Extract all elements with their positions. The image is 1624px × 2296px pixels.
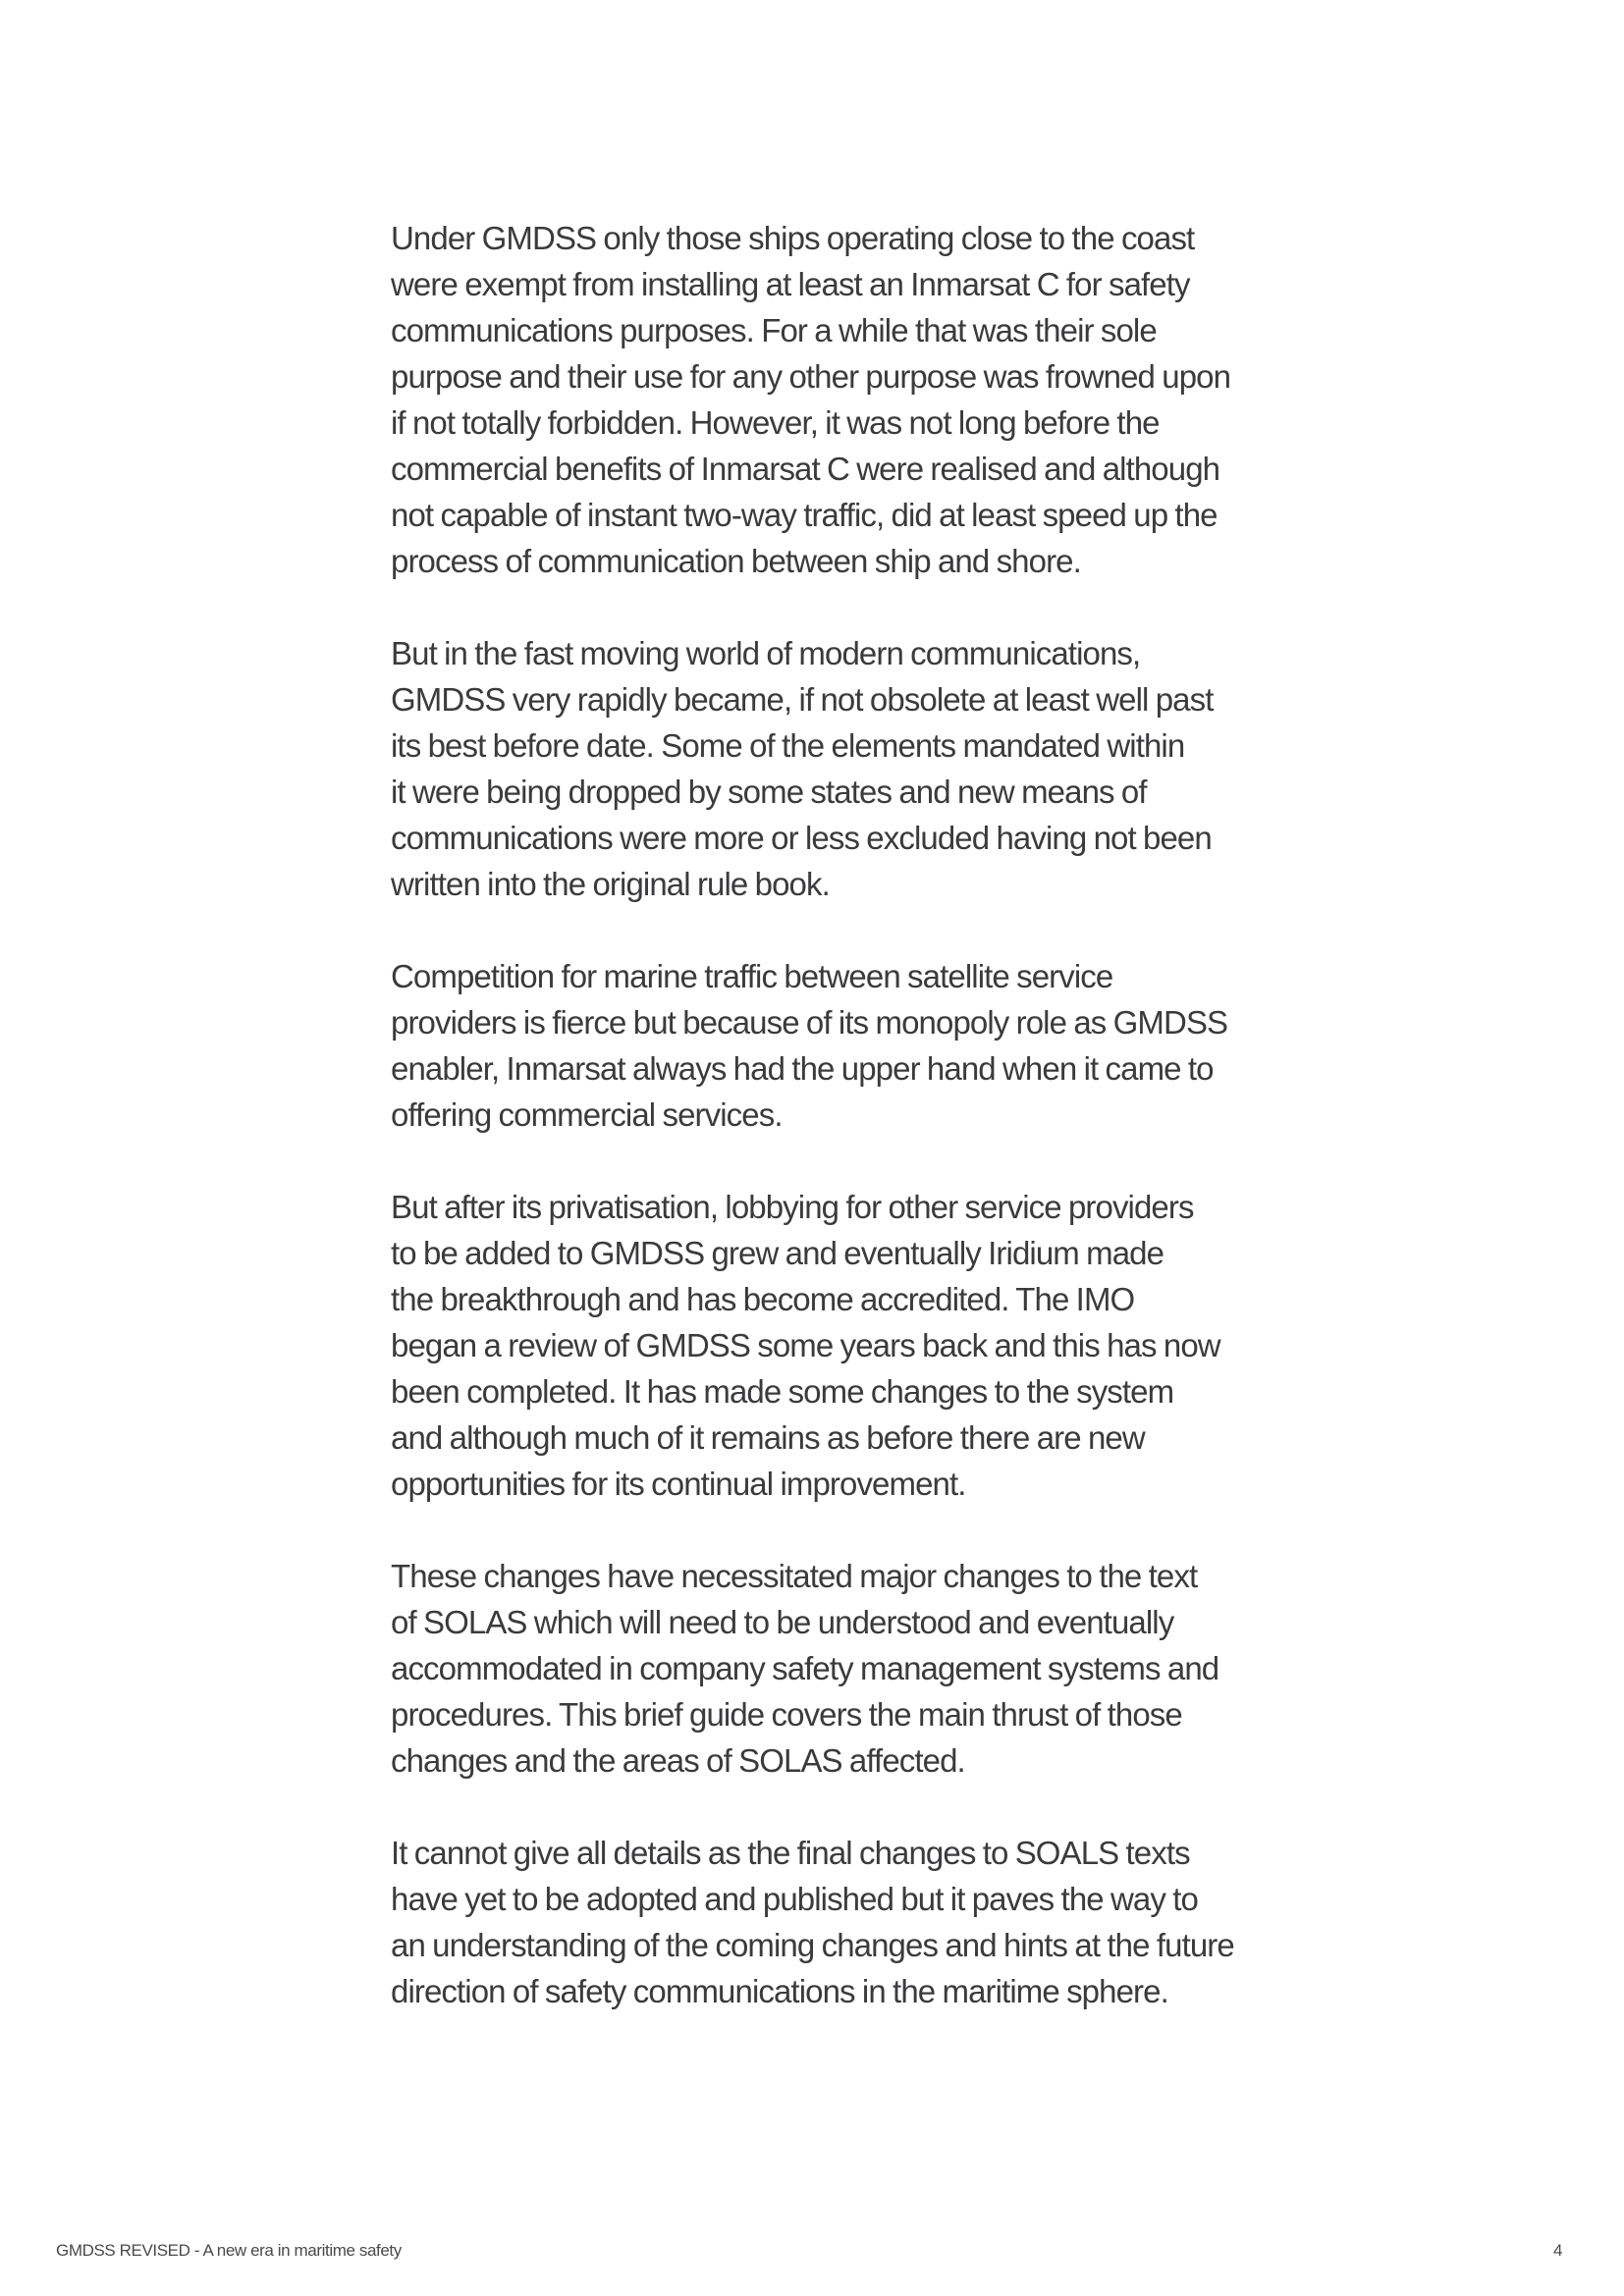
text-line: the breakthrough and has become accredited. The IMO (391, 1281, 1135, 1317)
text-line: of SOLAS which will need to be understood and eventually (391, 1604, 1174, 1640)
text-line: began a review of GMDSS some years back and this has now (391, 1327, 1220, 1363)
page-number: 4 (1553, 2241, 1563, 2260)
text-line: procedures. This brief guide covers the main thrust of those (391, 1696, 1182, 1733)
text-line: GMDSS very rapidly became, if not obsolete at least well past (391, 681, 1214, 718)
text-line: written into the original rule book. (391, 866, 830, 902)
footer-document-title: GMDSS REVISED - A new era in maritime safety (56, 2241, 402, 2260)
text-line: were exempt from installing at least an Inmarsat C for safety (391, 266, 1190, 302)
text-line: if not totally forbidden. However, it was not long before the (391, 404, 1160, 441)
text-line: to be added to GMDSS grew and eventually Iridium made (391, 1235, 1164, 1271)
text-line: accommodated in company safety management systems and (391, 1650, 1219, 1686)
paragraph-5 (391, 1553, 1392, 1784)
text-line: These changes have necessitated major changes to the text (391, 1558, 1198, 1594)
text-line: enabler, Inmarsat always had the upper hand when it came to (391, 1050, 1214, 1087)
text-line: But in the fast moving world of modern communications, (391, 635, 1141, 671)
text-line: providers is fierce but because of its monopoly role as GMDSS (391, 1004, 1228, 1041)
paragraph-3 (391, 953, 1392, 1138)
text-line: communications were more or less excluded having not been (391, 820, 1212, 856)
text-line: changes and the areas of SOLAS affected. (391, 1742, 965, 1779)
text-line: Competition for marine traffic between satellite service (391, 958, 1113, 994)
text-line: It cannot give all details as the final changes to SOALS texts (391, 1835, 1190, 1871)
body-text (391, 215, 1392, 2060)
text-line: it were being dropped by some states and new means of (391, 774, 1147, 810)
text-line: an understanding of the coming changes and hints at the future (391, 1927, 1234, 1963)
paragraph-1 (391, 215, 1392, 584)
text-line: process of communication between ship and shore. (391, 543, 1081, 579)
text-line: offering commercial services. (391, 1096, 783, 1133)
text-line: its best before date. Some of the elements mandated within (391, 727, 1185, 764)
text-line: and although much of it remains as before there are new (391, 1419, 1145, 1456)
text-line: direction of safety communications in the maritime sphere. (391, 1973, 1168, 2009)
text-line: commercial benefits of Inmarsat C were realised and although (391, 451, 1220, 487)
paragraph-6 (391, 1830, 1392, 2014)
text-line: Under GMDSS only those ships operating close to the coast (391, 220, 1195, 256)
text-line: purpose and their use for any other purpose was frowned upon (391, 358, 1231, 395)
text-line: opportunities for its continual improvement. (391, 1466, 966, 1502)
paragraph-4 (391, 1184, 1392, 1507)
text-line: But after its privatisation, lobbying for other service providers (391, 1189, 1194, 1225)
text-line: communications purposes. For a while that was their sole (391, 312, 1157, 348)
text-line: not capable of instant two-way traffic, did at least speed up the (391, 497, 1218, 533)
text-line: have yet to be adopted and published but it paves the way to (391, 1881, 1198, 1917)
paragraph-2 (391, 630, 1392, 907)
text-line: been completed. It has made some changes to the system (391, 1373, 1174, 1410)
